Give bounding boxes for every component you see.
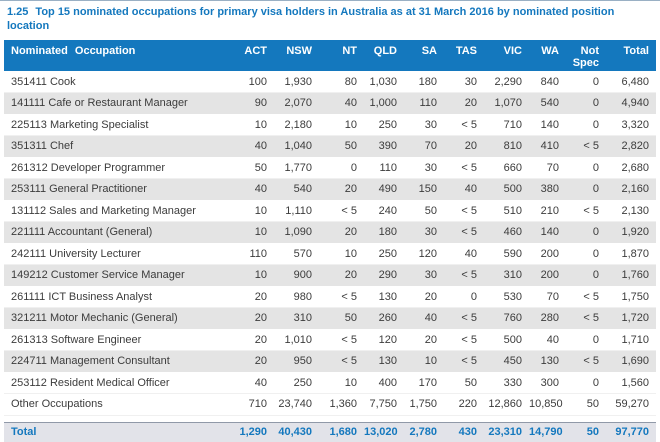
value-cell: 460 bbox=[484, 222, 529, 244]
value-cell: 50 bbox=[586, 398, 599, 411]
value-cell: 10 bbox=[254, 204, 267, 217]
value-cell: 20 bbox=[444, 93, 484, 115]
value-cell: < 5 bbox=[461, 161, 477, 174]
value-cell: 2,160 bbox=[606, 179, 656, 201]
table-row bbox=[4, 222, 656, 244]
value-cell: 390 bbox=[364, 136, 404, 158]
value-cell: 70 bbox=[546, 290, 559, 303]
occupation-cell: 253112 Resident Medical Officer bbox=[11, 376, 170, 389]
value-cell: 10 bbox=[254, 118, 267, 131]
value-cell: 20 bbox=[254, 333, 267, 346]
value-cell: 59,270 bbox=[615, 398, 649, 411]
value-cell: 570 bbox=[293, 247, 312, 260]
occupation-cell: 261312 Developer Programmer bbox=[11, 161, 166, 174]
value-cell: 1,360 bbox=[329, 398, 357, 411]
value-cell: 250 bbox=[293, 376, 312, 389]
value-cell: 250 bbox=[378, 118, 397, 131]
table-header bbox=[4, 40, 656, 71]
total-act: 1,290 bbox=[232, 422, 274, 442]
value-cell: 0 bbox=[592, 247, 599, 260]
value-cell: 7,750 bbox=[369, 398, 397, 411]
value-cell: 540 bbox=[274, 179, 319, 201]
value-cell: 30 bbox=[424, 161, 437, 174]
value-cell: 10 bbox=[404, 351, 444, 373]
total-label: Total bbox=[4, 422, 232, 442]
value-cell: 180 bbox=[418, 75, 437, 88]
caption-text-line2: location bbox=[7, 19, 50, 32]
value-cell: 23,740 bbox=[278, 398, 312, 411]
value-cell: 1,560 bbox=[621, 376, 649, 389]
value-cell: 10 bbox=[232, 265, 274, 287]
value-cell: < 5 bbox=[444, 308, 484, 330]
header-nt: NT bbox=[319, 40, 364, 71]
spacer-row bbox=[4, 415, 656, 422]
value-cell: < 5 bbox=[341, 290, 357, 303]
header-wa: WA bbox=[529, 40, 566, 71]
value-cell: 1,040 bbox=[274, 136, 319, 158]
value-cell: 3,320 bbox=[621, 118, 649, 131]
value-cell: 260 bbox=[364, 308, 404, 330]
occupation-cell: 261111 ICT Business Analyst bbox=[11, 290, 153, 303]
value-cell: 0 bbox=[350, 161, 357, 174]
value-cell: 1,770 bbox=[284, 161, 312, 174]
value-cell: < 5 bbox=[461, 118, 477, 131]
value-cell: 2,680 bbox=[621, 161, 649, 174]
table-row bbox=[4, 157, 656, 179]
value-cell: < 5 bbox=[444, 351, 484, 373]
value-cell: 760 bbox=[484, 308, 529, 330]
value-cell: 510 bbox=[503, 204, 522, 217]
value-cell: 0 bbox=[566, 265, 606, 287]
value-cell: 2,180 bbox=[284, 118, 312, 131]
value-cell: 1,110 bbox=[285, 204, 312, 217]
table-row bbox=[4, 136, 656, 158]
value-cell: 40 bbox=[232, 136, 274, 158]
value-cell: 1,030 bbox=[369, 75, 397, 88]
value-cell: 530 bbox=[503, 290, 522, 303]
value-cell: 200 bbox=[529, 265, 566, 287]
value-cell: 0 bbox=[566, 93, 606, 115]
value-cell: 1,920 bbox=[606, 222, 656, 244]
value-cell: 10,850 bbox=[529, 398, 563, 411]
value-cell: 0 bbox=[592, 333, 599, 346]
value-cell: 490 bbox=[364, 179, 404, 201]
value-cell: 310 bbox=[484, 265, 529, 287]
table-row bbox=[4, 243, 656, 265]
value-cell: 0 bbox=[470, 290, 477, 303]
occupation-cell: 351411 Cook bbox=[11, 75, 76, 88]
value-cell: 240 bbox=[378, 204, 397, 217]
header-nsw: NSW bbox=[274, 40, 319, 71]
value-cell: 0 bbox=[592, 75, 599, 88]
table-row bbox=[4, 351, 656, 373]
value-cell: 1,750 bbox=[409, 398, 437, 411]
total-nt: 1,680 bbox=[319, 422, 364, 442]
table-body bbox=[4, 71, 656, 415]
table-row bbox=[4, 179, 656, 201]
value-cell: 110 bbox=[249, 247, 267, 260]
value-cell: 810 bbox=[484, 136, 529, 158]
value-cell: 1,010 bbox=[284, 333, 312, 346]
total-wa: 14,790 bbox=[529, 422, 566, 442]
value-cell: 10 bbox=[344, 247, 357, 260]
value-cell: 1,690 bbox=[606, 351, 656, 373]
value-cell: 30 bbox=[424, 118, 437, 131]
table-row bbox=[4, 71, 656, 93]
value-cell: 20 bbox=[232, 351, 274, 373]
value-cell: 330 bbox=[503, 376, 522, 389]
value-cell: 10 bbox=[232, 222, 274, 244]
value-cell: 590 bbox=[503, 247, 522, 260]
header-act: ACT bbox=[232, 40, 274, 71]
value-cell: < 5 bbox=[444, 265, 484, 287]
value-cell: 1,760 bbox=[606, 265, 656, 287]
value-cell: 50 bbox=[424, 204, 437, 217]
caption-text-line1: Top 15 nominated occupations for primary visa holders in Australia as at 31 March 2016 by nominated position bbox=[35, 6, 615, 18]
value-cell: < 5 bbox=[566, 308, 606, 330]
total-total: 97,770 bbox=[606, 422, 656, 442]
value-cell: 20 bbox=[319, 179, 364, 201]
value-cell: 1,070 bbox=[484, 93, 529, 115]
value-cell: 840 bbox=[540, 75, 559, 88]
value-cell: 50 bbox=[319, 308, 364, 330]
value-cell: 300 bbox=[540, 376, 559, 389]
value-cell: 310 bbox=[274, 308, 319, 330]
value-cell: 40 bbox=[254, 376, 267, 389]
value-cell: 1,000 bbox=[364, 93, 404, 115]
value-cell: 220 bbox=[458, 398, 477, 411]
header-nominated-occupation: Nominated Occupation bbox=[4, 40, 232, 71]
value-cell: 70 bbox=[546, 161, 559, 174]
header-vic: VIC bbox=[484, 40, 529, 71]
value-cell: 1,870 bbox=[621, 247, 649, 260]
caption-number: 1.25 bbox=[7, 6, 29, 18]
value-cell: 40 bbox=[232, 179, 274, 201]
value-cell: < 5 bbox=[566, 351, 606, 373]
value-cell: < 5 bbox=[583, 204, 599, 217]
header-sa: SA bbox=[404, 40, 444, 71]
value-cell: 410 bbox=[529, 136, 566, 158]
value-cell: 50 bbox=[254, 161, 267, 174]
value-cell: 1,750 bbox=[621, 290, 649, 303]
value-cell: 90 bbox=[232, 93, 274, 115]
value-cell: 130 bbox=[364, 351, 404, 373]
value-cell: 0 bbox=[592, 376, 599, 389]
occupations-table bbox=[4, 40, 656, 442]
value-cell: 40 bbox=[546, 333, 559, 346]
value-cell: 900 bbox=[274, 265, 319, 287]
table-caption bbox=[7, 6, 650, 33]
value-cell: 30 bbox=[404, 265, 444, 287]
value-cell: 710 bbox=[503, 118, 522, 131]
total-row bbox=[4, 422, 656, 442]
occupation-cell: 242111 University Lecturer bbox=[11, 247, 141, 260]
value-cell: 200 bbox=[540, 247, 559, 260]
value-cell: 80 bbox=[344, 75, 357, 88]
header-row bbox=[4, 40, 656, 71]
occupation-cell: 225113 Marketing Specialist bbox=[11, 118, 149, 131]
header-tas: TAS bbox=[444, 40, 484, 71]
occupation-cell: 351311 Chef bbox=[4, 136, 232, 158]
value-cell: 180 bbox=[364, 222, 404, 244]
top-divider bbox=[0, 0, 660, 1]
table-row bbox=[4, 286, 656, 308]
value-cell: 110 bbox=[404, 93, 444, 115]
value-cell: 10 bbox=[344, 376, 357, 389]
value-cell: 30 bbox=[464, 75, 477, 88]
value-cell: < 5 bbox=[566, 136, 606, 158]
value-cell: 4,940 bbox=[606, 93, 656, 115]
value-cell: < 5 bbox=[583, 290, 599, 303]
header-total: Total bbox=[606, 40, 656, 71]
value-cell: 1,090 bbox=[274, 222, 319, 244]
value-cell: 140 bbox=[529, 222, 566, 244]
value-cell: 0 bbox=[566, 222, 606, 244]
total-tas: 430 bbox=[444, 422, 484, 442]
value-cell: 50 bbox=[319, 136, 364, 158]
value-cell: 210 bbox=[540, 204, 559, 217]
header-not-spec: Not Spec bbox=[566, 40, 606, 71]
value-cell: 20 bbox=[444, 136, 484, 158]
value-cell: 710 bbox=[248, 398, 267, 411]
value-cell: 2,130 bbox=[621, 204, 649, 217]
value-cell: 500 bbox=[484, 179, 529, 201]
occupation-cell: Other Occupations bbox=[11, 398, 103, 411]
value-cell: 100 bbox=[248, 75, 267, 88]
table-row bbox=[4, 265, 656, 287]
value-cell: 540 bbox=[529, 93, 566, 115]
value-cell: 20 bbox=[232, 308, 274, 330]
value-cell: 130 bbox=[529, 351, 566, 373]
value-cell: 170 bbox=[418, 376, 437, 389]
occupation-cell: 261313 Software Engineer bbox=[11, 333, 142, 346]
table-row bbox=[4, 93, 656, 115]
value-cell: < 5 bbox=[444, 222, 484, 244]
table-footer bbox=[4, 415, 656, 442]
value-cell: 290 bbox=[364, 265, 404, 287]
value-cell: 40 bbox=[404, 308, 444, 330]
value-cell: 70 bbox=[404, 136, 444, 158]
occupation-cell: 253111 General Practitioner bbox=[4, 179, 232, 201]
value-cell: 40 bbox=[444, 179, 484, 201]
value-cell: 120 bbox=[418, 247, 437, 260]
value-cell: 20 bbox=[319, 222, 364, 244]
value-cell: 140 bbox=[540, 118, 559, 131]
value-cell: 40 bbox=[319, 93, 364, 115]
value-cell: 500 bbox=[503, 333, 522, 346]
occupation-cell: 224711 Management Consultant bbox=[4, 351, 232, 373]
value-cell: 660 bbox=[503, 161, 522, 174]
value-cell: 980 bbox=[293, 290, 312, 303]
value-cell: < 5 bbox=[319, 351, 364, 373]
value-cell: < 5 bbox=[341, 204, 357, 217]
value-cell: < 5 bbox=[461, 333, 477, 346]
total-qld: 13,020 bbox=[364, 422, 404, 442]
value-cell: 2,070 bbox=[274, 93, 319, 115]
table-row bbox=[4, 308, 656, 330]
total-nsw: 40,430 bbox=[274, 422, 319, 442]
value-cell: 950 bbox=[274, 351, 319, 373]
value-cell: 10 bbox=[344, 118, 357, 131]
value-cell: < 5 bbox=[341, 333, 357, 346]
value-cell: 400 bbox=[378, 376, 397, 389]
table-row bbox=[4, 329, 656, 351]
value-cell: 20 bbox=[254, 290, 267, 303]
value-cell: 30 bbox=[404, 222, 444, 244]
occupation-cell: 141111 Cafe or Restaurant Manager bbox=[4, 93, 232, 115]
value-cell: 12,860 bbox=[488, 398, 522, 411]
header-qld: QLD bbox=[364, 40, 404, 71]
value-cell: 380 bbox=[529, 179, 566, 201]
value-cell: < 5 bbox=[461, 204, 477, 217]
total-sa: 2,780 bbox=[404, 422, 444, 442]
value-cell: 20 bbox=[424, 333, 437, 346]
value-cell: 1,930 bbox=[284, 75, 312, 88]
value-cell: 1,710 bbox=[621, 333, 649, 346]
value-cell: 0 bbox=[592, 118, 599, 131]
value-cell: 2,290 bbox=[494, 75, 522, 88]
table-row bbox=[4, 200, 656, 222]
value-cell: 450 bbox=[484, 351, 529, 373]
total-vic: 23,310 bbox=[484, 422, 529, 442]
value-cell: 6,480 bbox=[621, 75, 649, 88]
value-cell: 120 bbox=[378, 333, 397, 346]
value-cell: 110 bbox=[379, 161, 397, 174]
occupation-cell: 131112 Sales and Marketing Manager bbox=[11, 204, 196, 217]
value-cell: 0 bbox=[566, 179, 606, 201]
total-not-spec: 50 bbox=[566, 422, 606, 442]
value-cell: 50 bbox=[464, 376, 477, 389]
value-cell: 130 bbox=[378, 290, 397, 303]
occupation-cell: 221111 Accountant (General) bbox=[4, 222, 232, 244]
value-cell: 0 bbox=[592, 161, 599, 174]
table-row bbox=[4, 114, 656, 136]
value-cell: 280 bbox=[529, 308, 566, 330]
value-cell: 20 bbox=[424, 290, 437, 303]
occupation-cell: 321211 Motor Mechanic (General) bbox=[4, 308, 232, 330]
occupation-cell: 149212 Customer Service Manager bbox=[4, 265, 232, 287]
value-cell: 2,820 bbox=[606, 136, 656, 158]
value-cell: 1,720 bbox=[606, 308, 656, 330]
table-row bbox=[4, 394, 656, 416]
value-cell: 40 bbox=[464, 247, 477, 260]
value-cell: 20 bbox=[319, 265, 364, 287]
value-cell: 150 bbox=[404, 179, 444, 201]
table-row bbox=[4, 372, 656, 394]
value-cell: 250 bbox=[378, 247, 397, 260]
